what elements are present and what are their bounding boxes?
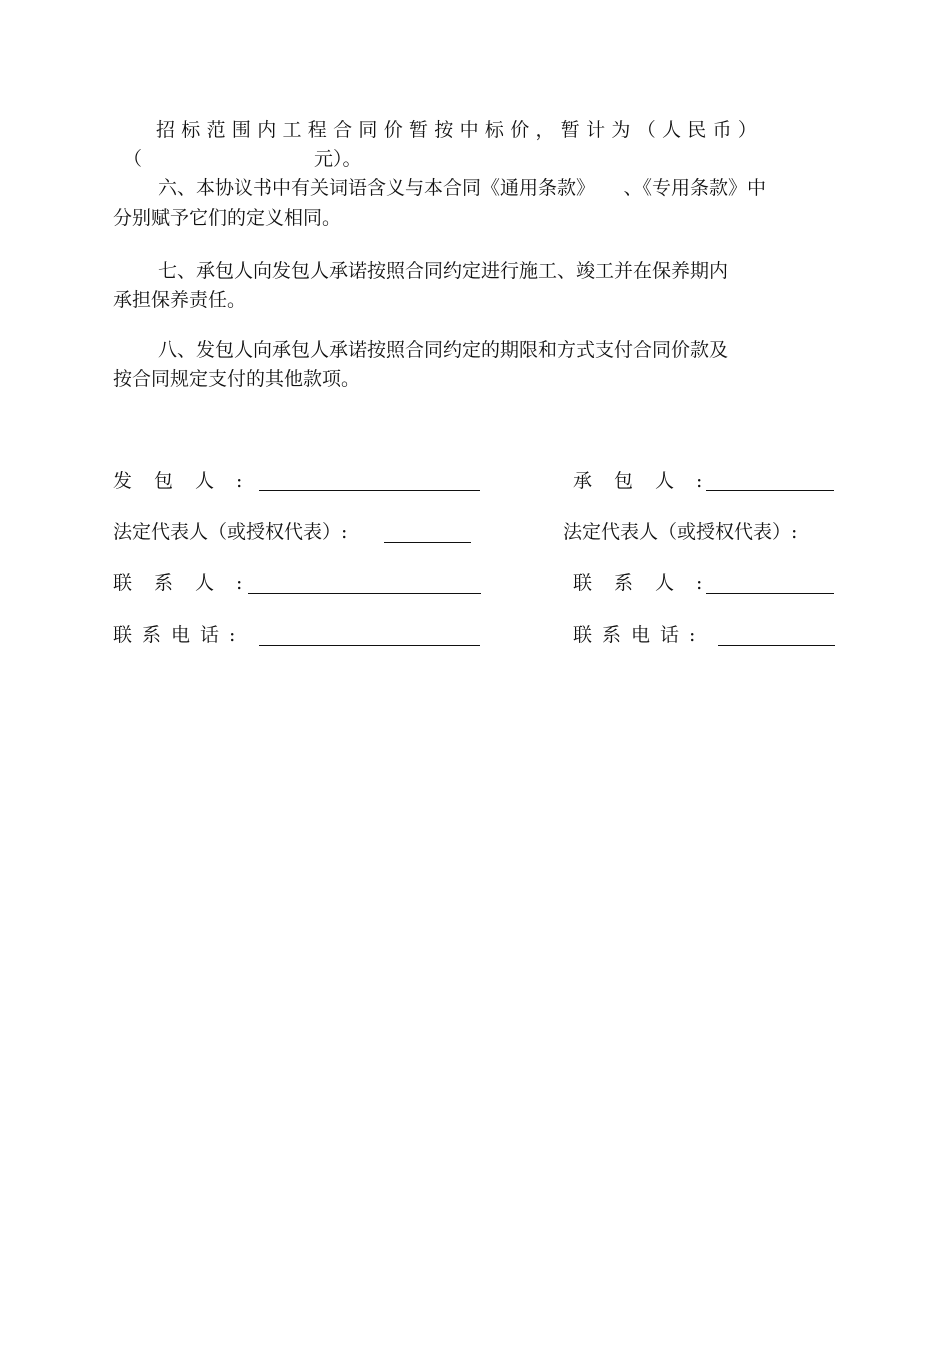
clause-6-line-2: 分别赋予它们的定义相同。 (113, 207, 342, 229)
contractor-phone-field[interactable] (718, 645, 835, 646)
employer-phone-field[interactable] (259, 645, 480, 646)
clause-7-line-2: 承担保养责任。 (113, 289, 247, 311)
clause-8-line-2: 按合同规定支付的其他款项。 (113, 368, 361, 390)
employer-contact-field[interactable] (248, 593, 481, 594)
contractor-phone-label: 联系电话: (573, 624, 706, 646)
contract-price-open-paren: （ (123, 148, 143, 170)
employer-label: 发包人: (113, 470, 265, 492)
contract-price-unit: 元）。 (314, 148, 362, 170)
contractor-legal-rep-label: 法定代表人（或授权代表）: (563, 521, 798, 543)
contractor-contact-label: 联系人: (573, 572, 725, 594)
clause-6-line-1: 六、本协议书中有关词语含义与本合同《通用条款》 、《专用条款》中 (158, 177, 767, 199)
employer-phone-label: 联系电话: (113, 624, 246, 646)
employer-contact-label: 联系人: (113, 572, 265, 594)
clause-7-line-1: 七、承包人向发包人承诺按照合同约定进行施工、竣工并在保养期内 (158, 260, 729, 282)
employer-signature-field[interactable] (259, 490, 480, 491)
contract-price-line: 招标范围内工程合同价暂按中标价，暂计为（人民币） (156, 119, 764, 141)
contractor-label: 承包人: (573, 470, 725, 492)
employer-legal-rep-label: 法定代表人（或授权代表）: (113, 521, 348, 543)
contractor-contact-field[interactable] (706, 593, 834, 594)
clause-8-line-1: 八、发包人向承包人承诺按照合同约定的期限和方式支付合同价款及 (158, 339, 729, 361)
contractor-signature-field[interactable] (706, 490, 834, 491)
employer-legal-rep-field[interactable] (384, 542, 471, 543)
